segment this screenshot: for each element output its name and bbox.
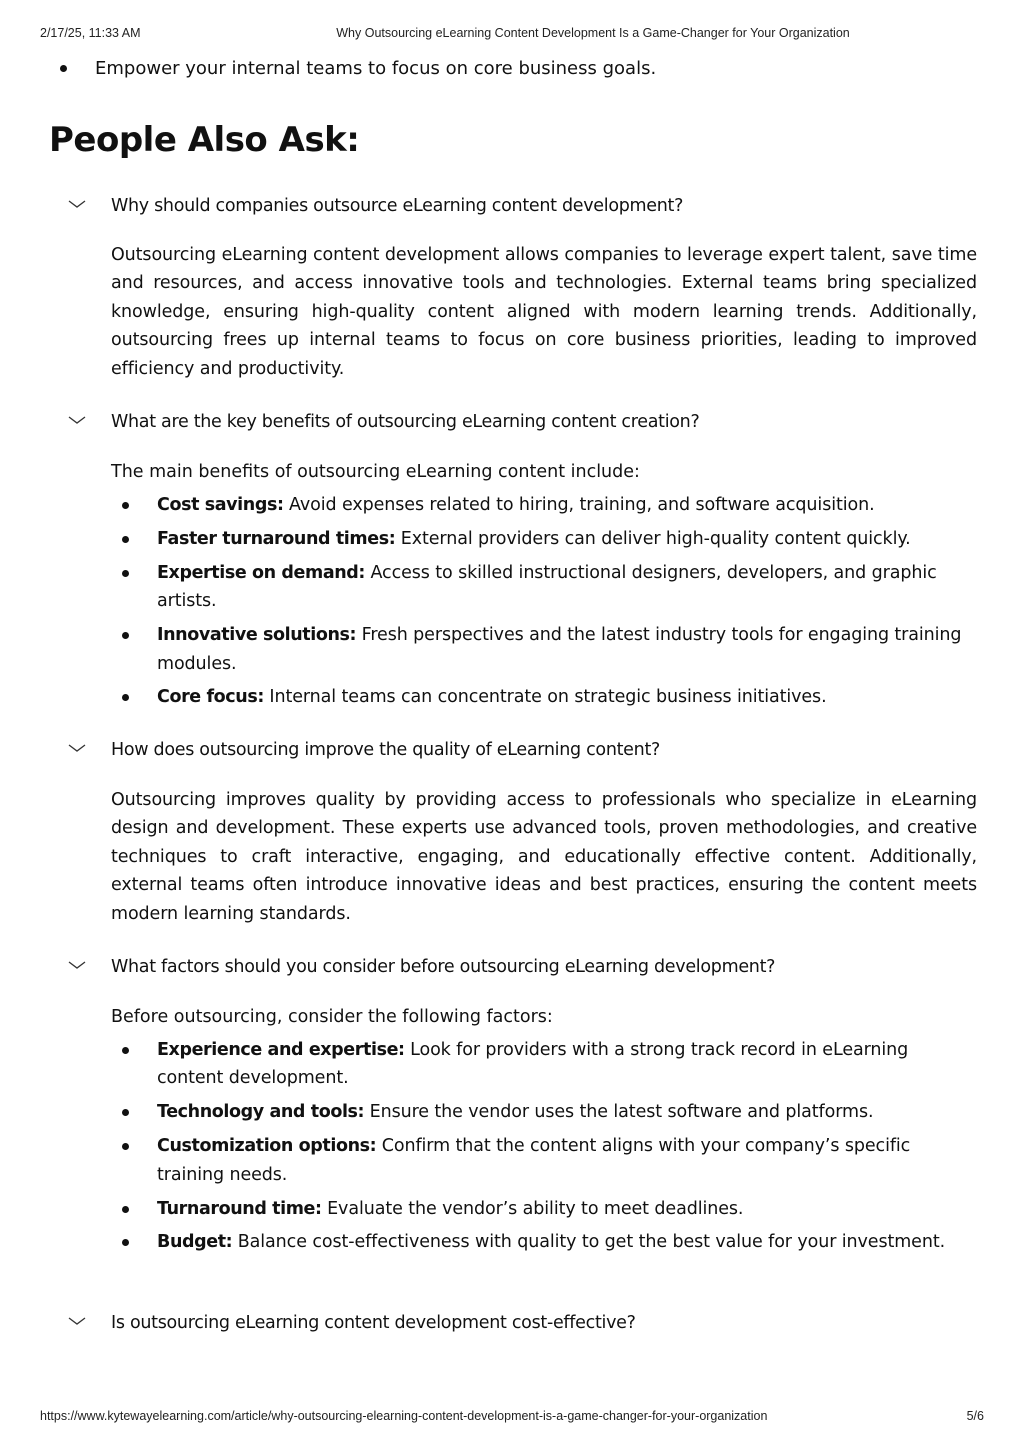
section-title: People Also Ask: (49, 120, 360, 160)
list-item-term: Experience and expertise: (157, 1040, 405, 1060)
bullet-dot (122, 632, 129, 639)
bullet-dot (60, 65, 67, 72)
list-item (111, 1098, 977, 1126)
faq-answer-1: Outsourcing eLearning content development allows companies to leverage expert talent, save time and resources, and access innovative tools and technologies. External teams bring specialized knowledge, ensuring high-quality content aligned with modern learning trends. Additionally, outsourcing frees up internal teams to focus on core business priorities, leading to improved efficiency and productivity. (111, 245, 977, 379)
list-item-term: Technology and tools: (157, 1102, 365, 1123)
chevron-down-icon (68, 958, 86, 972)
list-item-text: Access to skilled instructional designers, developers, and graphic artists. (157, 562, 937, 612)
list-item-text: Look for providers with a strong track record in eLearning content development. (157, 1040, 909, 1089)
page-number: 5/6 (966, 1409, 984, 1423)
bullet-dot (122, 1109, 129, 1116)
faq-question-text: How does outsourcing improve the quality of eLearning content? (111, 740, 660, 760)
list-item (111, 491, 977, 519)
list-item-text: Balance cost-effectiveness with quality to get the best value for your investment. (232, 1232, 946, 1253)
faq-answer-2-intro: The main benefits of outsourcing eLearning content include: (111, 462, 640, 482)
faq-question-3[interactable] (68, 739, 988, 769)
list-item (111, 1132, 977, 1189)
list-item-text: Avoid expenses related to hiring, training, and software acquisition. (283, 495, 875, 515)
list-item (111, 1036, 977, 1093)
chevron-down-icon (68, 741, 86, 755)
chevron-down-icon (68, 413, 86, 427)
faq-answer-4-intro: Before outsourcing, consider the following factors: (111, 1007, 553, 1027)
list-item-term: Cost savings: (157, 495, 284, 515)
faq-question-text: Why should companies outsource eLearning content development? (111, 196, 684, 216)
list-item (111, 621, 977, 678)
list-item-term: Innovative solutions: (157, 625, 357, 646)
list-item-term: Core focus: (157, 687, 264, 708)
print-datetime: 2/17/25, 11:33 AM (40, 26, 141, 40)
print-header (0, 26, 1024, 42)
chevron-down-icon (68, 1314, 86, 1328)
list-item (111, 1195, 977, 1223)
faq-question-2[interactable] (68, 411, 988, 441)
bullet-dot (122, 570, 129, 577)
faq-question-text: What are the key benefits of outsourcing eLearning content creation? (111, 412, 700, 432)
bullet-dot (122, 1206, 129, 1213)
list-item (111, 559, 977, 616)
bullet-dot (122, 1239, 129, 1246)
faq-question-4[interactable] (68, 956, 988, 986)
bullet-dot (122, 536, 129, 543)
bullet-dot (122, 1143, 129, 1150)
list-item-text: Internal teams can concentrate on strategic business initiatives. (263, 687, 827, 708)
list-item-term: Customization options: (157, 1136, 377, 1157)
faq-question-1[interactable] (68, 195, 988, 225)
top-bullet-text: Empower your internal teams to focus on core business goals. (95, 58, 657, 79)
list-item-term: Budget: (157, 1232, 233, 1253)
list-item-text: Ensure the vendor uses the latest software and platforms. (364, 1102, 874, 1123)
print-page-url: https://www.kytewayelearning.com/article/why-outsourcing-elearning-content-development-is-a-game-changer-for-your-organization (40, 1409, 768, 1423)
list-item-term: Expertise on demand: (157, 562, 366, 583)
list-item-term: Turnaround time: (157, 1198, 322, 1219)
faq-answer-3: Outsourcing improves quality by providing access to professionals who specialize in eLearning design and development. These experts use advanced tools, proven methodologies, and creative techniques to craft interactive, engaging, and educationally effective content. Additionally, external teams often introduce innovative ideas and best practices, ensuring the content meets modern learning standards. (111, 790, 977, 924)
faq-question-text: Is outsourcing eLearning content development cost-effective? (111, 1313, 636, 1333)
faq-answer-4-list (111, 1036, 977, 1262)
print-page-title: Why Outsourcing eLearning Content Development Is a Game-Changer for Your Organization (336, 26, 850, 40)
list-item-term: Faster turnaround times: (157, 528, 396, 549)
faq-answer-2-list (111, 491, 977, 717)
bullet-dot (122, 694, 129, 701)
faq-question-5[interactable] (68, 1312, 988, 1342)
list-item-text: Confirm that the content aligns with your company’s specific training needs. (157, 1136, 911, 1185)
chevron-down-icon (68, 197, 86, 211)
bullet-dot (122, 502, 129, 509)
faq-question-text: What factors should you consider before outsourcing eLearning development? (111, 957, 776, 977)
list-item (111, 683, 977, 711)
bullet-dot (122, 1047, 129, 1054)
list-item-text: External providers can deliver high-quality content quickly. (395, 528, 911, 549)
list-item (111, 525, 977, 553)
list-item-text: Fresh perspectives and the latest industry tools for engaging training modules. (157, 625, 962, 674)
list-item (111, 1228, 977, 1256)
list-item-text: Evaluate the vendor’s ability to meet deadlines. (321, 1198, 744, 1219)
